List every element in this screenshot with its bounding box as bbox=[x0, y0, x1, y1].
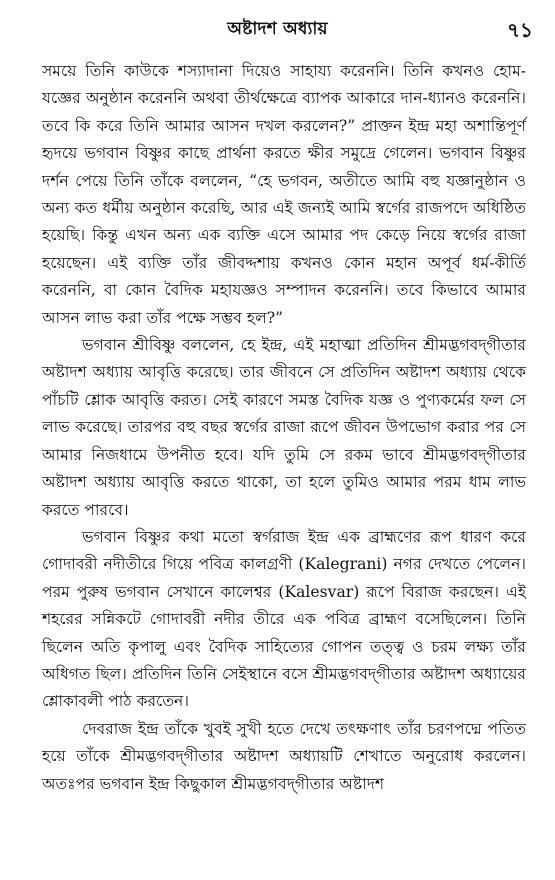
paragraph-3: ভগবান বিষ্ণুর কথা মতো স্বর্গরাজ ইন্দ্র এক ব্রাহ্মণের রূপ ধারণ করে গোদাবরী নদীতীরে গিয়ে পবিত্র কালগ্রণী (Kalegrani) নগর দেখতে পেলেন। পরম পুরুষ ভগবান সেখানে কালেশ্বর (Kalesvar) রূপে বিরাজ করছেন। এই শহরের সন্নিকটে গোদাবরী নদীর তীরে এক পবিত্র ব্রাহ্মণ বসেছিলেন। তিনি ছিলেন অতি কৃপালু এবং বৈদিক সাহিত্যের গোপন তত্ত্ব ও চরম লক্ষ্য তাঁর অধিগত ছিল। প্রতিদিন তিনি সেইস্থানে বসে শ্রীমদ্ভগবদ্‌গীতার অষ্টাদশ অধ্যায়ের শ্লোকাবলী পাঠ করতেন। bbox=[42, 527, 526, 711]
chapter-title: অষ্টাদশ অধ্যায় bbox=[227, 19, 328, 39]
paragraph-1: সময়ে তিনি কাউকে শস্যাদানা দিয়েও সাহায্য করেননি। তিনি কখনও হোম-যজ্ঞের অনুষ্ঠান করেননি অথবা তীর্থক্ষেত্রে ব্যাপক আকারে দান-ধ্যানও করেননি। তবে কি করে তিনি আমার আসন দখল করলেন?” প্রাক্তন ইন্দ্র মহা অশান্তিপূর্ণ হৃদয়ে ভগবান বিষ্ণুর কাছে প্রার্থনা করতে ক্ষীর সমুদ্রে গেলেন। ভগবান বিষ্ণুর দর্শন পেয়ে তিনি তাঁকে বললেন, “হে ভগবন, অতীতে আমি বহু যজ্ঞানুষ্ঠান ও অন্য কত ধর্মীয় অনুষ্ঠান করেছি, আর এই জন্যই আমি স্বর্গের রাজপদে অধিষ্ঠিত হয়েছি। কিন্তু এখন অন্য এক ব্যক্তি এসে আমার পদ কেড়ে নিয়ে স্বর্গের রাজা হয়েছেন। এই ব্যক্তি তাঁর জীবদ্দশায় কখনও কোন মহান অপূর্ব ধর্ম-কীর্তি করেননি, বা কোন বৈদিক মহাযজ্ঞও সম্পাদন করেননি। তবে কিভাবে আমার আসন লাভ করা তাঁর পক্ষে সম্ভব হল?” bbox=[42, 62, 526, 327]
paragraph-4: দেবরাজ ইন্দ্র তাঁকে খুবই সুখী হতে দেখে তৎক্ষণাৎ তাঁর চরণপদ্মে পতিত হয়ে তাঁকে শ্রীমদ্ভগবদ্‌গীতার অষ্টাদশ অধ্যায়টি শেখাতে অনুরোধ করলেন। অতঃপর ভগবান ইন্দ্র কিছুকাল শ্রীমদ্ভগবদ্‌গীতার অষ্টাদশ bbox=[42, 719, 526, 793]
body-text bbox=[42, 58, 526, 798]
page-header bbox=[0, 6, 555, 46]
page-number: ৭১ bbox=[507, 18, 533, 42]
paragraph-2: ভগবান শ্রীবিষ্ণু বললেন, হে ইন্দ্র, এই মহাত্মা প্রতিদিন শ্রীমদ্ভগবদ্‌গীতার অষ্টাদশ অধ্যায় আবৃত্তি করেছে। তার জীবনে সে প্রতিদিন অষ্টাদশ অধ্যায় থেকে পাঁচটি শ্লোক আবৃত্তি করত। সেই কারণে সমস্ত বৈদিক যজ্ঞ ও পুণ্যকর্মের ফল সে লাভ করেছে। তারপর বহু বছর স্বর্গের রাজা রূপে জীবন উপভোগ করার পর সে আমার নিজধামে উপনীত হবে। যদি তুমি সে রকম ভাবে শ্রীমদ্ভগবদ্‌গীতার অষ্টাদশ অধ্যায় আবৃত্তি করতে থাকো, তা হলে তুমিও আমার পরম ধাম লাভ করতে পারবে। bbox=[42, 336, 526, 519]
